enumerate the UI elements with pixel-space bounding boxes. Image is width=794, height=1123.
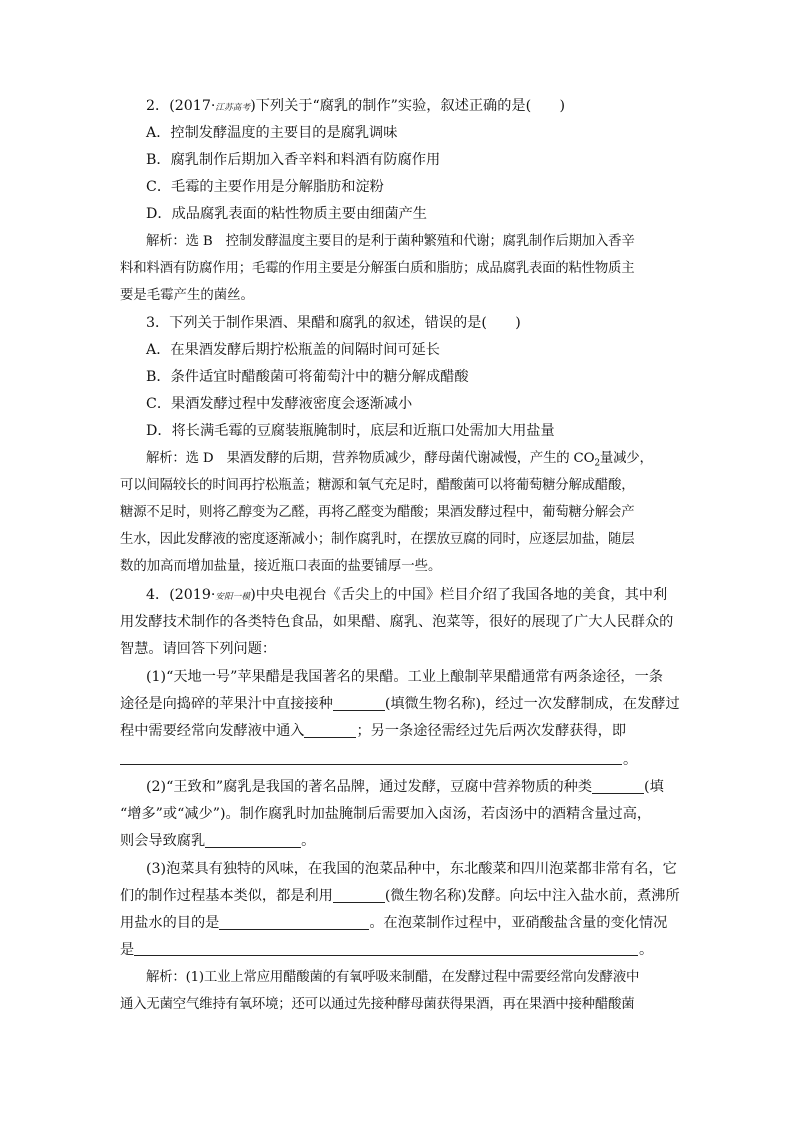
q4-source-tag: 安阳一模 [215,592,251,602]
q2-source-tag: 江苏高考 [215,103,251,113]
answer-blank[interactable] [333,695,385,711]
answer-blank[interactable] [205,832,301,848]
q2-option-c: C．毛霉的主要作用是分解脂肪和淀粉 [146,179,384,195]
q4-part3-end: 。 [639,942,654,958]
q3-explanation-line: 生水，因此发酵液的密度逐渐减小；制作腐乳时，在摆放豆腐的同时，应逐层加盐，随层 [120,532,635,547]
q2-explanation-line: 料和料酒有防腐作用；毛霉的作用主要是分解蛋白质和脂肪；成品腐乳表面的粘性物质主 [120,261,635,276]
q4-part1-end: 。 [623,752,638,768]
q4-stem-line: 智慧。请回答下列问题： [120,641,277,657]
answer-blank[interactable] [333,887,385,903]
answer-blank[interactable] [592,778,644,794]
q2-option-a: A．控制发酵温度的主要目的是腐乳调味 [146,125,398,141]
q3-explanation-line: 糖源不足时，则将乙醇变为乙醛，再将乙醛变为醋酸；果酒发酵过程中，葡萄糖分解会产 [120,505,635,520]
q4-part1-line: (1)“天地一号”苹果醋是我国著名的果醋。工业上酿制苹果醋通常有两条途径，一条 [146,669,663,685]
q4-explanation-line: 解析：(1)工业上常应用醋酸菌的有氧呼吸来制醋，在发酵过程中需要经常向发酵液中 [146,970,640,985]
q2-explanation-line: 解析：选 B 控制发酵温度主要目的是利于菌种繁殖和代谢；腐乳制作后期加入香辛 [146,234,635,249]
q3-stem: 3．下列关于制作果酒、果醋和腐乳的叙述，错误的是( ) [146,315,521,331]
q3-option-c: C．果酒发酵过程中发酵液密度会逐渐减小 [146,396,413,412]
answer-blank[interactable] [304,722,356,738]
q4-explanation-line: 通入无菌空气维持有氧环境；还可以通过先接种酵母菌获得果酒，再在果酒中接种醋酸菌 [120,997,635,1012]
answer-blank-line[interactable] [134,955,638,956]
q2-stem [146,96,565,118]
q3-option-d: D．将长满毛霉的豆腐装瓶腌制时，底层和近瓶口处需加大用盐量 [146,423,555,439]
q2-number: 2．(2017· [146,98,216,114]
q3-option-b: B．条件适宜时醋酸菌可将葡萄汁中的糖分解成醋酸 [146,369,469,385]
answer-blank-line[interactable] [120,764,622,765]
q4-stem-line: 用发酵技术制作的各类特色食品，如果醋、腐乳、泡菜等，很好的展现了广大人民群众的 [120,614,674,630]
q4-part3-line: (3)泡菜具有独特的风味，在我国的泡菜品种中，东北酸菜和四川泡菜都非常有名，它 [146,861,677,877]
q4-part2-line: “增多”或“减少”)。制作腐乳时加盐腌制后需要加入卤汤，若卤汤中的酒精含量过高， [120,806,652,822]
q4-stem: 4．(2019·安阳一模)中央电视台《舌尖上的中国》栏目介绍了我国各地的美食，其中利 [146,587,668,603]
q3-explanation-line: 解析：选 D 果酒发酵的后期，营养物质减少，酵母菌代谢减慢，产生的 $CO_2$量减少， [146,451,653,469]
q4-part1-line: 途径是向捣碎的苹果汁中直接接种 (填微生物名称)，经过一次发酵制成，在发酵过 [120,696,680,712]
answer-blank[interactable] [219,914,369,930]
q2-stem-text: )下列关于“腐乳的制作”实验，叙述正确的是( ) [250,98,566,114]
q4-part3-line: 用盐水的目的是 。在泡菜制作过程中，亚硝酸盐含量的变化情况 [120,915,668,931]
q4-part2-line: 则会导致腐乳 。 [120,833,316,849]
q3-explanation-line: 可以间隔较长的时间再拧松瓶盖；糖源和氧气充足时，醋酸菌可以将葡萄糖分解成醋酸， [120,478,635,493]
q3-option-a: A．在果酒发酵后期拧松瓶盖的间隔时间可延长 [146,342,440,358]
q4-part3-line: 是 [120,942,135,958]
q4-part1-line: 程中需要经常向发酵液中通入 ；另一条途径需经过先后两次发酵获得，即 [120,723,627,739]
q2-option-b: B．腐乳制作后期加入香辛料和料酒有防腐作用 [146,152,441,168]
q2-explanation-line: 要是毛霉产生的菌丝。 [120,288,254,303]
q3-explanation-line: 数的加高而增加盐量，接近瓶口表面的盐要铺厚一些。 [120,559,442,574]
q4-part3-line: 们的制作过程基本类似，都是利用 (微生物名称)发酵。向坛中注入盐水前，煮沸所 [120,888,680,904]
q4-part2-line: (2)“王致和”腐乳是我国的著名品牌，通过发酵，豆腐中营养物质的种类 (填 [146,779,664,795]
q2-option-d: D．成品腐乳表面的粘性物质主要由细菌产生 [146,206,427,222]
